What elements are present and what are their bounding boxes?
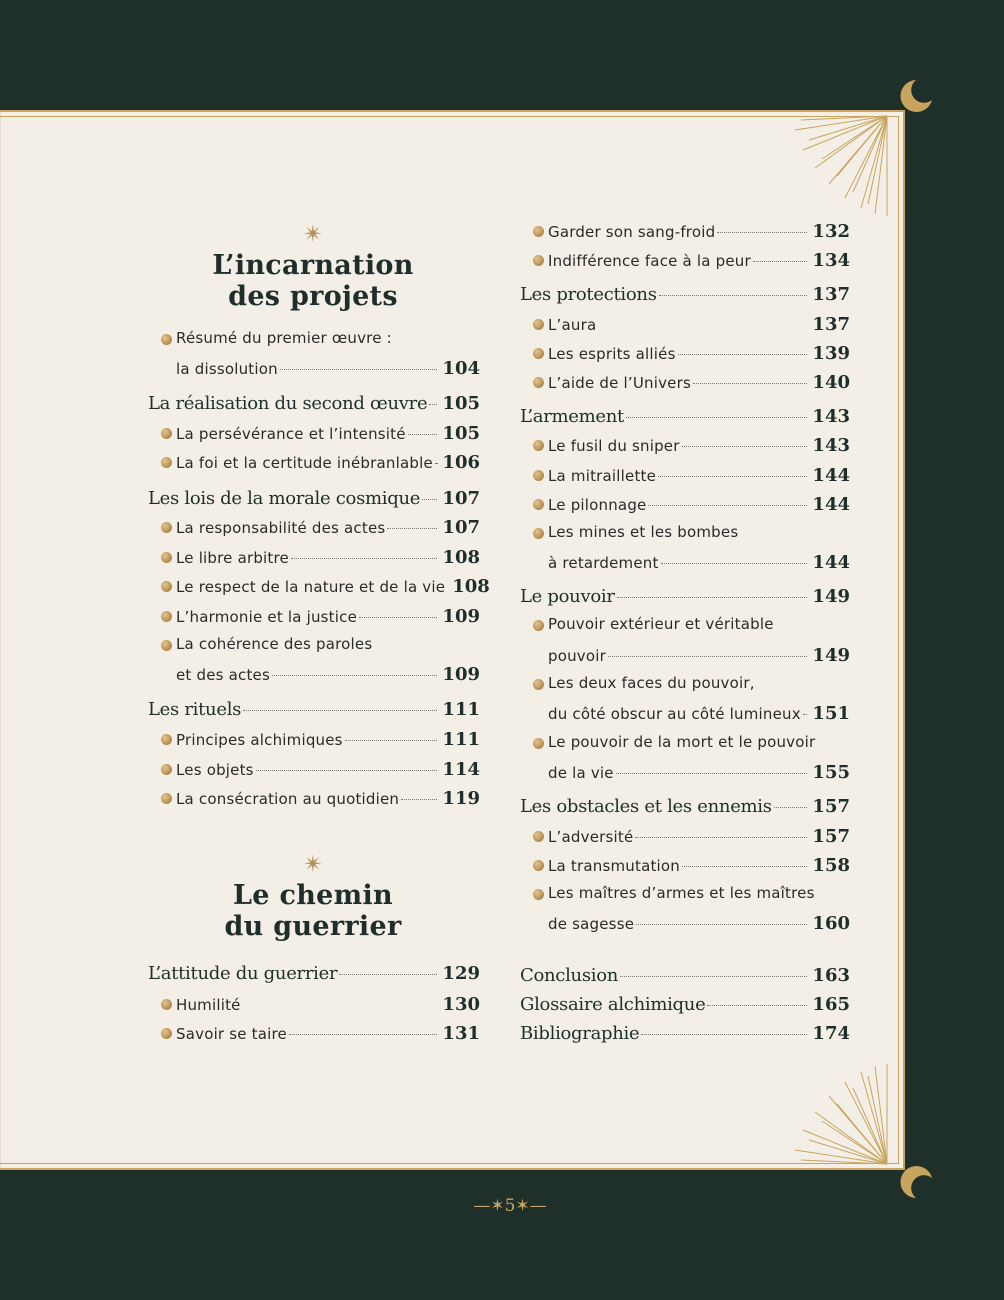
gold-bullet-icon [161,640,172,651]
toc-entry[interactable]: L’adversité 157 [548,826,850,847]
toc-entry-label: Pouvoir extérieur et véritable [548,615,774,633]
toc-entry-heading[interactable]: Glossaire alchimique 165 [520,994,850,1015]
frame-bottom-inner-line [0,1163,899,1164]
toc-entry[interactable]: Le fusil du sniper 143 [548,435,850,456]
toc-entry[interactable]: du côté obscur au côté lumineux 151 [548,703,850,724]
asterisk-star-icon: ✴ [302,220,324,248]
toc-entry-label: La cohérence des paroles [176,635,373,653]
gold-bullet-icon [161,552,172,563]
sunburst-ornament-icon [795,110,905,220]
page-sheet [0,110,905,1170]
toc-entry-label: Les mines et les bombes [548,523,739,541]
gold-bullet-icon [533,831,544,842]
toc-entry[interactable]: L’aide de l’Univers 140 [548,372,850,393]
gold-bullet-icon [533,440,544,451]
gold-bullet-icon [161,1028,172,1039]
toc-entry-heading[interactable]: Les rituels 111 [148,699,480,720]
section-title-line: L’incarnation [212,250,414,281]
gold-bullet-icon [533,528,544,539]
crescent-moon-icon [896,76,936,116]
toc-entry-heading[interactable]: Conclusion 163 [520,965,850,986]
toc-entry[interactable]: La foi et la certitude inébranlable 106 [176,452,480,473]
gold-bullet-icon [533,620,544,631]
toc-entry[interactable]: La consécration au quotidien 119 [176,788,480,809]
gold-bullet-icon [161,764,172,775]
toc-entry[interactable]: La responsabilité des actes 107 [176,517,480,538]
frame-right-inner-line [898,116,899,1164]
gold-bullet-icon [161,999,172,1010]
gold-bullet-icon [533,377,544,388]
toc-entry-heading[interactable]: Les obstacles et les ennemis 157 [520,796,850,817]
gold-bullet-icon [161,581,172,592]
page-number: —✶5✶— [473,1196,547,1216]
gold-bullet-icon [533,679,544,690]
section-title-guerrier [163,880,463,942]
gold-bullet-icon [533,319,544,330]
gold-bullet-icon [533,255,544,266]
toc-entry[interactable]: de sagesse 160 [548,913,850,934]
toc-entry[interactable]: Humilité 130 [176,994,480,1015]
gold-bullet-icon [533,226,544,237]
section-title-incarnation [163,250,463,312]
toc-entry-label: Le pouvoir de la mort et le pouvoir [548,733,816,751]
toc-entry-heading[interactable]: L’armement 143 [520,406,850,427]
toc-entry[interactable]: Le libre arbitre 108 [176,547,480,568]
toc-entry[interactable]: pouvoir 149 [548,645,850,666]
frame-bottom-line [0,1168,905,1170]
toc-entry-label: Résumé du premier œuvre : [176,329,392,347]
toc-entry[interactable]: La transmutation 158 [548,855,850,876]
toc-entry[interactable]: Savoir se taire 131 [176,1023,480,1044]
frame-right-line [903,110,905,1170]
asterisk-star-icon: ✴ [302,850,324,878]
toc-entry[interactable]: L’aura 137 [548,314,850,335]
gold-bullet-icon [533,738,544,749]
toc-entry-label: Les maîtres d’armes et les maîtres [548,884,815,902]
toc-entry[interactable]: Le respect de la nature et de la vie 108 [176,576,490,597]
section-title-line: du guerrier [224,911,402,942]
toc-entry[interactable]: La persévérance et l’intensité 105 [176,423,480,444]
gold-bullet-icon [533,470,544,481]
toc-entry[interactable]: Le pilonnage 144 [548,494,850,515]
section-title-line: des projets [228,281,398,312]
sunburst-ornament-icon [795,1060,905,1170]
gold-bullet-icon [161,611,172,622]
gold-bullet-icon [533,348,544,359]
gold-bullet-icon [161,428,172,439]
gold-bullet-icon [161,522,172,533]
gold-bullet-icon [161,457,172,468]
toc-entry[interactable]: Indifférence face à la peur 134 [548,250,850,271]
toc-entry[interactable]: Garder son sang-froid 132 [548,221,850,242]
gold-bullet-icon [533,499,544,510]
toc-entry[interactable]: L’harmonie et la justice 109 [176,606,480,627]
toc-entry-heading[interactable]: L’attitude du guerrier 129 [148,963,480,984]
gold-bullet-icon [533,860,544,871]
toc-entry[interactable]: Principes alchimiques 111 [176,729,480,750]
toc-entry[interactable]: Les objets 114 [176,759,480,780]
toc-entry[interactable]: de la vie 155 [548,762,850,783]
section-title-line: Le chemin [233,880,393,911]
toc-entry-heading[interactable]: Bibliographie 174 [520,1023,850,1044]
gold-bullet-icon [161,734,172,745]
toc-entry-heading[interactable]: Les lois de la morale cosmique 107 [148,488,480,509]
toc-entry-heading[interactable]: Le pouvoir 149 [520,586,850,607]
toc-entry-heading[interactable]: La réalisation du second œuvre 105 [148,393,480,414]
frame-top-inner-line [0,116,899,117]
gold-bullet-icon [161,334,172,345]
crescent-moon-icon [896,1162,936,1202]
toc-entry[interactable]: et des actes 109 [176,664,480,685]
frame-top-line [0,110,905,112]
gold-bullet-icon [161,793,172,804]
toc-entry[interactable]: la dissolution 104 [176,358,480,379]
toc-entry[interactable]: à retardement 144 [548,552,850,573]
gold-bullet-icon [533,889,544,900]
toc-entry[interactable]: Les esprits alliés 139 [548,343,850,364]
toc-entry-heading[interactable]: Les protections 137 [520,284,850,305]
toc-entry-label: Les deux faces du pouvoir, [548,674,755,692]
toc-entry[interactable]: La mitraillette 144 [548,465,850,486]
